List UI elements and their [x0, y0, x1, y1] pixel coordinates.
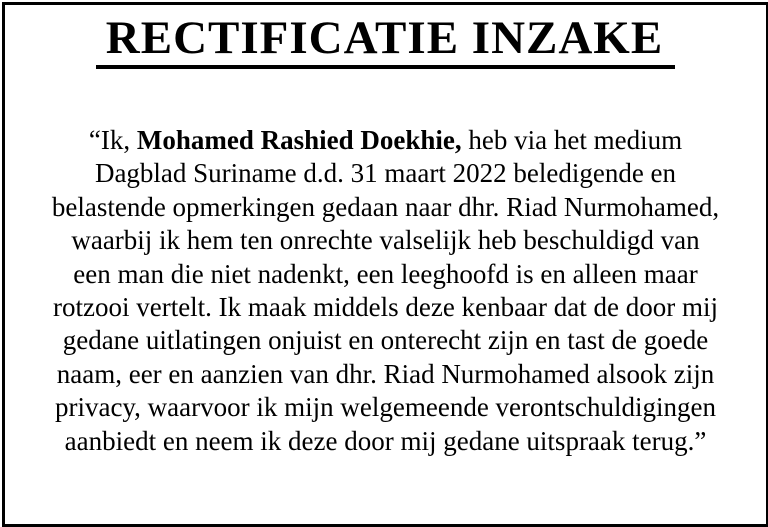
statement-line: [11, 124, 760, 157]
statement-opening: “Ik,: [88, 125, 137, 155]
page-title: [5, 10, 766, 69]
title-text: RECTIFICATIE INZAKE: [96, 11, 675, 69]
statement-line: aanbiedt en neem ik deze door mij gedane uitspraak terug.”: [64, 425, 707, 456]
statement-line: gedane uitlatingen onjuist en onterecht zijn en tast de goede: [62, 325, 709, 356]
statement-line: naam, eer en aanzien van dhr. Riad Nurmohamed alsook zijn: [56, 358, 715, 389]
statement-opening-rest: heb via het medium: [461, 125, 683, 155]
statement-line: een man die niet nadenkt, een leeghoofd is en alleen maar: [73, 258, 698, 289]
statement-line: rotzooi vertelt. Ik maak middels deze kenbaar dat de door mij: [52, 292, 718, 323]
statement-name: Mohamed Rashied Doekhie,: [136, 125, 462, 155]
statement-text: [11, 124, 760, 458]
announcement-frame: [2, 2, 768, 527]
statement-line: belastende opmerkingen gedaan naar dhr. Riad Nurmohamed,: [51, 191, 720, 222]
statement-line: waarbij ik hem ten onrechte valselijk heb beschuldigd van: [71, 225, 700, 256]
statement-line: Dagblad Suriname d.d. 31 maart 2022 beledigende en: [94, 158, 677, 189]
statement-line: privacy, waarvoor ik mijn welgemeende verontschuldigingen: [54, 392, 717, 423]
